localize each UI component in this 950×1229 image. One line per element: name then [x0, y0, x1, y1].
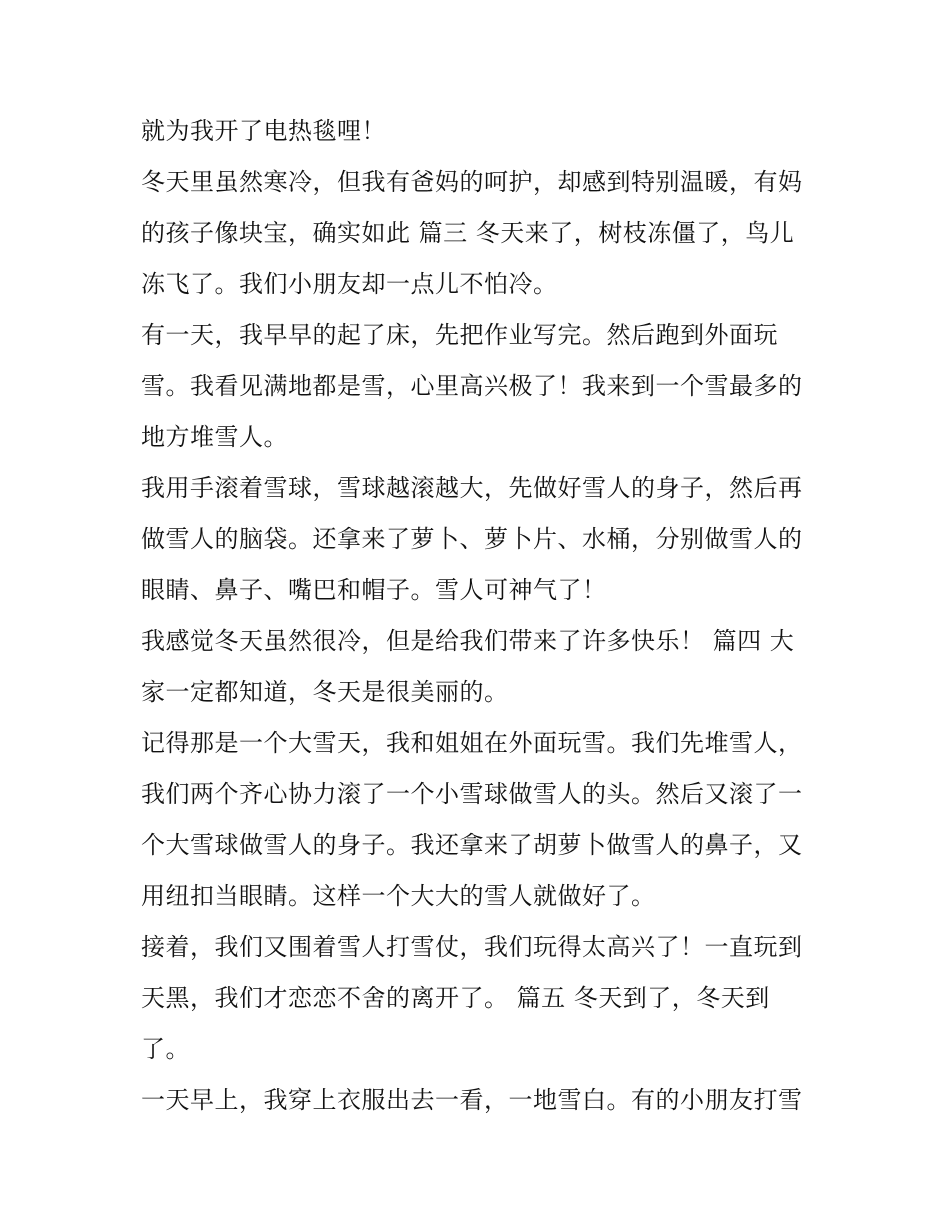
- text-line: 了。: [141, 1035, 190, 1063]
- text-line: 一天早上，我穿上衣服出去一看，一地雪白。有的小朋友打雪: [141, 1086, 803, 1114]
- text-line: 我感觉冬天虽然很冷，但是给我们带来了许多快乐！ 篇四 大: [141, 627, 795, 655]
- text-line: 接着，我们又围着雪人打雪仗，我们玩得太高兴了！一直玩到: [141, 933, 803, 961]
- text-line: 就为我开了电热毯哩！: [141, 117, 386, 145]
- text-line: 雪。我看见满地都是雪，心里高兴极了！我来到一个雪最多的: [141, 372, 803, 400]
- text-line: 冬天里虽然寒冷，但我有爸妈的呵护，却感到特别温暖，有妈: [141, 168, 803, 196]
- body-text: [141, 106, 821, 1126]
- text-line: 记得那是一个大雪天，我和姐姐在外面玩雪。我们先堆雪人，: [141, 729, 803, 757]
- text-line: 冻飞了。我们小朋友却一点儿不怕冷。: [141, 270, 558, 298]
- text-line: 的孩子像块宝，确实如此 篇三 冬天来了，树枝冻僵了，鸟儿: [141, 219, 795, 247]
- text-line: 有一天，我早早的起了床，先把作业写完。然后跑到外面玩: [141, 321, 778, 349]
- text-line: 个大雪球做雪人的身子。我还拿来了胡萝卜做雪人的鼻子，又: [141, 831, 803, 859]
- text-line: 做雪人的脑袋。还拿来了萝卜、萝卜片、水桶，分别做雪人的: [141, 525, 803, 553]
- text-line: 用纽扣当眼睛。这样一个大大的雪人就做好了。: [141, 882, 656, 910]
- text-line: 我用手滚着雪球，雪球越滚越大，先做好雪人的身子，然后再: [141, 474, 803, 502]
- text-line: 天黑，我们才恋恋不舍的离开了。 篇五 冬天到了，冬天到: [141, 984, 770, 1012]
- text-line: 我们两个齐心协力滚了一个小雪球做雪人的头。然后又滚了一: [141, 780, 803, 808]
- text-line: 家一定都知道，冬天是很美丽的。: [141, 678, 509, 706]
- text-line: 地方堆雪人。: [141, 423, 288, 451]
- text-line: 眼睛、鼻子、嘴巴和帽子。雪人可神气了！: [141, 576, 607, 604]
